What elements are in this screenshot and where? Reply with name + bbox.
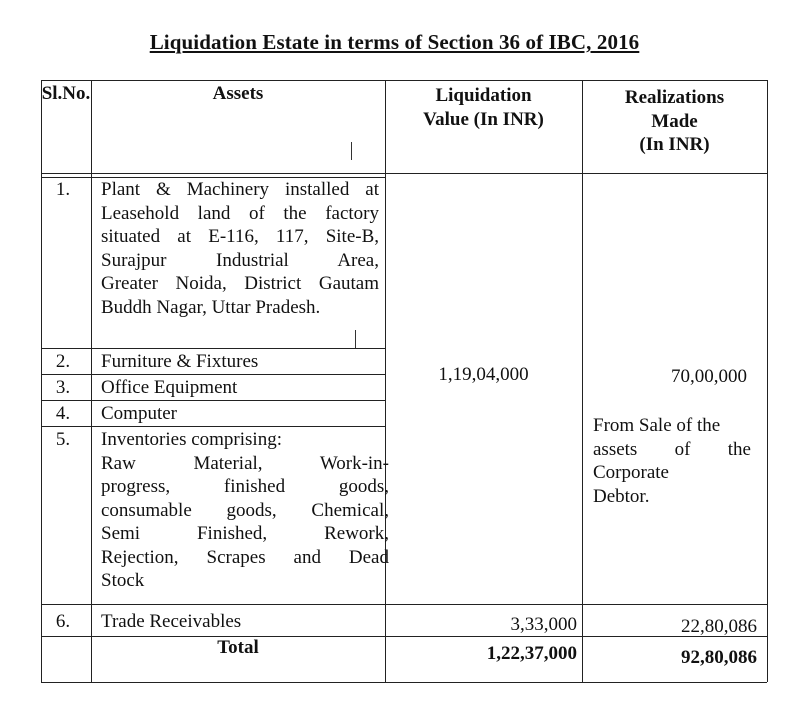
stray-mark	[351, 142, 352, 160]
row-divider	[41, 426, 385, 427]
row-divider	[41, 400, 385, 401]
stray-mark	[355, 330, 356, 348]
header-assets: Assets	[212, 83, 264, 104]
row-6-asset: Trade Receivables	[101, 611, 242, 632]
merged-realization-value: 70,00,000	[671, 366, 747, 387]
row-6-sl: 6.	[55, 611, 71, 632]
table-border-top	[41, 80, 767, 81]
total-liquidation-value: 1,22,37,000	[486, 643, 577, 664]
realization-note: From Sale of the assets of the Corporate Debtor.	[593, 415, 751, 507]
row-1-sl: 1.	[55, 179, 71, 200]
table-border-right	[767, 80, 768, 682]
row-5-asset: Inventories comprising: Raw Material, Work-in- progress, finished goods, consumable goods, Chemical, Semi Finished, Rework, Rejection, Scrapes and Dead Stock	[101, 429, 389, 591]
liquidation-estate-table	[41, 80, 767, 682]
row-1-asset: Plant & Machinery installed at Leasehold land of the factory situated at E-116, 117, Site-B, Surajpur Industrial Area, Greater Noida, District Gautam Buddh Nagar, Uttar Pradesh.	[101, 179, 379, 318]
row-divider	[41, 604, 767, 605]
total-realization: 92,80,086	[681, 647, 757, 668]
column-divider	[91, 80, 92, 682]
row-3-sl: 3.	[55, 377, 71, 398]
row-4-asset: Computer	[101, 403, 177, 424]
merged-liquidation-value: 1,19,04,000	[438, 364, 529, 385]
row-6-liquidation-value: 3,33,000	[510, 614, 577, 635]
row-6-realization: 22,80,086	[681, 616, 757, 637]
row-divider	[41, 348, 385, 349]
row-2-sl: 2.	[55, 351, 71, 372]
header-realizations: Realizations Made (In INR)	[624, 87, 725, 155]
row-divider	[41, 173, 767, 174]
row-2-asset: Furniture & Fixtures	[101, 351, 259, 372]
total-label: Total	[217, 637, 259, 658]
table-border-bottom	[41, 682, 767, 683]
row-3-asset: Office Equipment	[101, 377, 238, 398]
header-sl-no: Sl.No.	[41, 83, 91, 104]
row-5-sl: 5.	[55, 429, 71, 450]
row-divider	[41, 374, 385, 375]
header-liquidation-value: Liquidation Value (In INR)	[423, 85, 544, 130]
page-title: Liquidation Estate in terms of Section 36 of IBC, 2016	[149, 30, 640, 54]
row-4-sl: 4.	[55, 403, 71, 424]
